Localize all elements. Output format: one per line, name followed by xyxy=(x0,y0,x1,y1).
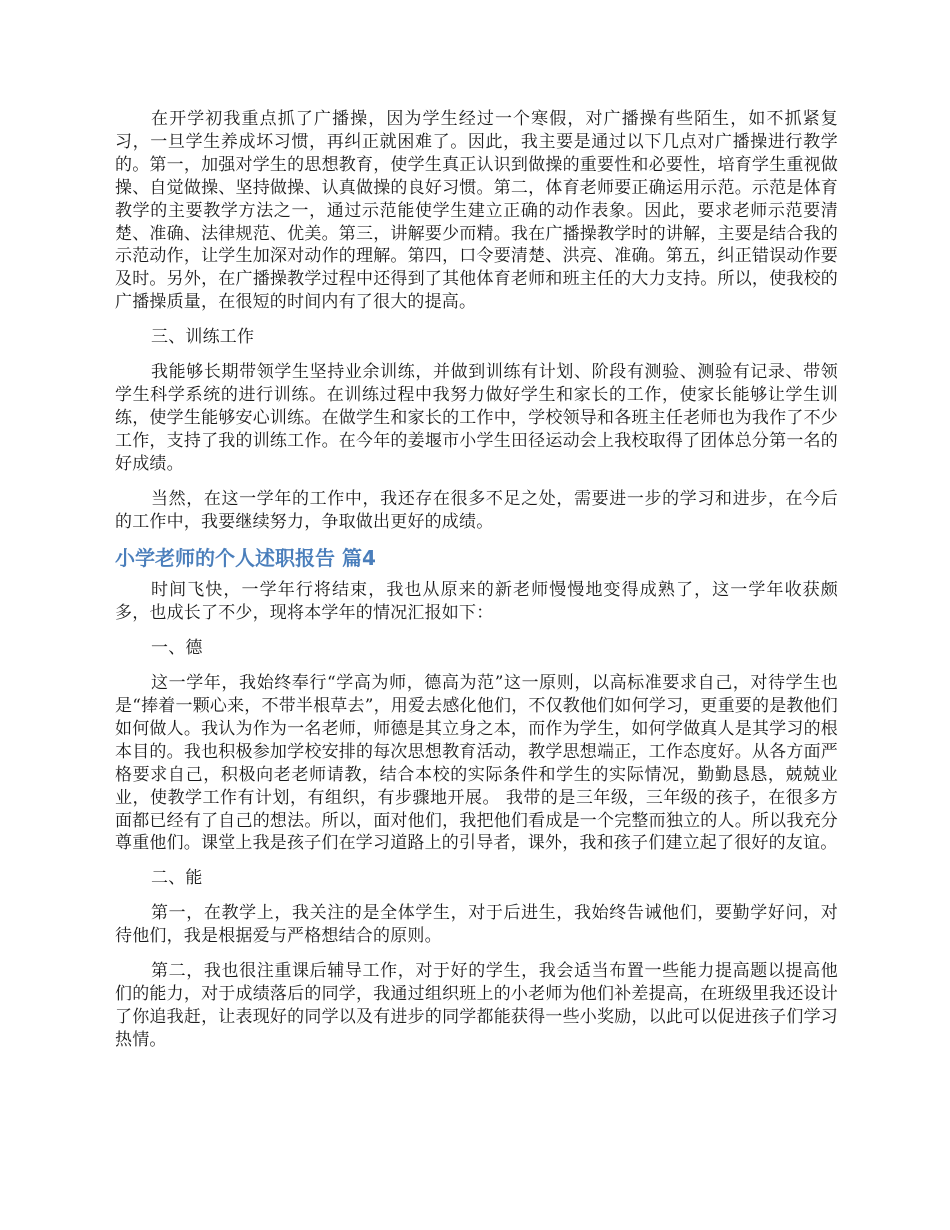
heading-morality: 一、德 xyxy=(151,638,203,659)
heading-ability: 二、能 xyxy=(151,868,203,889)
paragraph-ability-first: 第一，在教学上，我关注的是全体学生，对于后进生，我始终告诫他们，要勤学好问，对待他们，我是根据爱与严格想结合的原则。 xyxy=(115,903,838,947)
paragraph-ability-second: 第二，我也很注重课后辅导工作，对于好的学生，我会适当布置一些能力提高题以提高他们的能力，对于成绩落后的同学，我通过组织班上的小老师为他们补差提高，在班级里我还设计了你追我赶，让表现好的同学以及有进步的同学都能获得一些小奖励，以此可以促进孩子们学习热情。 xyxy=(115,961,838,1050)
heading-training-work: 三、训练工作 xyxy=(151,327,255,348)
paragraph-morality: 这一学年，我始终奉行“学高为师，德高为范”这一原则，以高标准要求自己，对待学生也是“捧着一颗心来，不带半根草去”，用爱去感化他们，不仅教他们如何学习，更重要的是教他们如何做人。我认为作为一名老师，师德是其立身之本，而作为学生，如何学做真人是其学习的根本目的。我也积极参加学校安排的每次思想教育活动，教学思想端正，工作态度好。从各方面严格要求自己，积极向老老师请教，结合本校的实际条件和学生的实际情况，勤勤恳恳，兢兢业业，使教学工作有计划，有组织，有步骤地开展。 我带的是三年级，三年级的孩子，在很多方面都已经有了自己的想法。所以，面对他们，我把他们看成是一个完整而独立的人。所以我充分尊重他们。课堂上我是孩子们在学习道路上的引导者，课外，我和孩子们建立起了很好的友谊。 xyxy=(115,673,838,854)
paragraph-intro: 时间飞快，一学年行将结束，我也从原来的新老师慢慢地变得成熟了，这一学年收获颇多，也成长了不少，现将本学年的情况汇报如下： xyxy=(115,580,838,624)
paragraph-shortcomings: 当然，在这一学年的工作中，我还存在很多不足之处，需要进一步的学习和进步，在今后的工作中，我要继续努力，争取做出更好的成绩。 xyxy=(115,488,838,532)
paragraph-training: 我能够长期带领学生坚持业余训练，并做到训练有计划、阶段有测验、测验有记录、带领学生科学系统的进行训练。在训练过程中我努力做好学生和家长的工作，使家长能够让学生训练，使学生能够安心训练。在做学生和家长的工作中，学校领导和各班主任老师也为我作了不少工作，支持了我的训练工作。在今年的姜堰市小学生田径运动会上我校取得了团体总分第一名的好成绩。 xyxy=(115,362,838,474)
paragraph-broadcast-exercise: 在开学初我重点抓了广播操，因为学生经过一个寒假，对广播操有些陌生，如不抓紧复习，一旦学生养成坏习惯，再纠正就困难了。因此，我主要是通过以下几点对广播操进行教学的。第一，加强对学生的思想教育，使学生真正认识到做操的重要性和必要性，培育学生重视做操、自觉做操、坚持做操、认真做操的良好习惯。第二，体育老师要正确运用示范。示范是体育教学的主要教学方法之一，通过示范能使学生建立正确的动作表象。因此，要求老师示范要清楚、准确、法律规范、优美。第三，讲解要少而精。我在广播操教学时的讲解，主要是结合我的示范动作，让学生加深对动作的理解。第四，口令要清楚、洪亮、准确。第五，纠正错误动作要及时。另外，在广播操教学过程中还得到了其他体育老师和班主任的大力支持。所以，使我校的广播操质量，在很短的时间内有了很大的提高。 xyxy=(115,109,838,313)
document-body xyxy=(115,108,838,1064)
section-title: 小学老师的个人述职报告 篇4 xyxy=(115,546,376,571)
